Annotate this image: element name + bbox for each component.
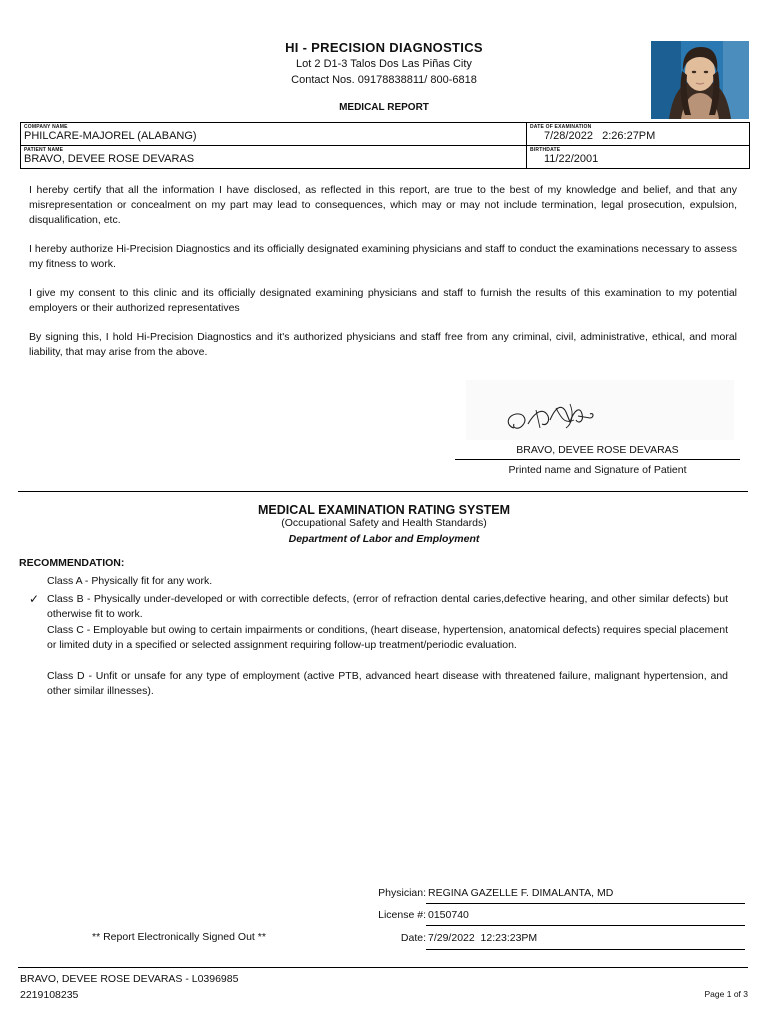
license-value: 0150740 xyxy=(428,909,469,921)
checkmark-icon: ✓ xyxy=(29,592,40,606)
class-d: Class D - Unfit or unsafe for any type of employment (active PTB, advanced heart disease with threatened failure, malignant hypertension, and other similar illnesses). xyxy=(47,670,728,697)
consent-paragraph-3: I give my consent to this clinic and its officially designated examining physicians and staff to furnish the results of this examination to my potential employers or their authorized representatives xyxy=(29,287,737,314)
company-label: COMPANY NAME xyxy=(24,124,68,130)
birthdate-cell xyxy=(527,146,750,169)
physician-label: Physician: xyxy=(378,887,426,899)
rating-department: Department of Labor and Employment xyxy=(288,533,480,545)
section-divider xyxy=(18,491,748,492)
class-c: Class C - Employable but owing to certain impairments or conditions, (heart disease, hypertension, anatomical defects) requires special placement or limited duty in a specified or selected assignment requiring follow-up treatment/periodic evaluation. xyxy=(47,624,728,651)
patient-name-value: BRAVO, DEVEE ROSE DEVARAS xyxy=(24,153,195,165)
clinic-name: HI - PRECISION DIAGNOSTICS xyxy=(285,40,483,55)
signature-line xyxy=(455,459,740,460)
signature-image xyxy=(466,380,734,440)
rating-subtitle: (Occupational Safety and Health Standards) xyxy=(281,517,487,529)
clinic-contact: Contact Nos. 09178838811/ 800-6818 xyxy=(291,74,477,86)
patient-photo xyxy=(651,41,749,119)
physician-line xyxy=(426,903,745,904)
license-label: License #: xyxy=(378,909,426,921)
company-value: PHILCARE-MAJOREL (ALABANG) xyxy=(24,130,197,142)
consent-paragraph-2: I hereby authorize Hi-Precision Diagnostics and its officially designated examining physicians and staff to conduct the examinations necessary to assess my fitness to work. xyxy=(29,243,737,270)
signature-caption: Printed name and Signature of Patient xyxy=(508,464,687,476)
class-b: Class B - Physically under-developed or with correctible defects, (error of refraction dental caries,defective hearing, and other similar defects) but otherwise fit to work. xyxy=(47,593,728,620)
exam-date-value: 7/28/2022 2:26:27PM xyxy=(544,130,656,142)
birthdate-value: 11/22/2001 xyxy=(544,153,599,165)
footer-record-id: 2219108235 xyxy=(20,989,79,1001)
license-line xyxy=(426,925,745,926)
birthdate-label: BIRTHDATE xyxy=(530,147,561,153)
exam-date-label: DATE OF EXAMINATION xyxy=(530,124,592,130)
date-line xyxy=(426,949,745,950)
date-label: Date: xyxy=(400,932,426,944)
physician-value: REGINA GAZELLE F. DIMALANTA, MD xyxy=(428,887,614,899)
patient-printed-name: BRAVO, DEVEE ROSE DEVARAS xyxy=(516,444,679,456)
patient-name-cell xyxy=(21,146,527,169)
footer-divider xyxy=(18,967,748,968)
patient-info-table xyxy=(20,122,750,169)
clinic-address: Lot 2 D1-3 Talos Dos Las Piñas City xyxy=(296,58,472,70)
company-cell xyxy=(21,123,527,146)
date-value: 7/29/2022 12:23:23PM xyxy=(428,932,538,944)
consent-paragraph-4: By signing this, I hold Hi-Precision Diagnostics and it's authorized physicians and staff free from any criminal, civil, administrative, ethical, and moral liability, that may arise from the above. xyxy=(29,331,737,358)
patient-photo-drawing xyxy=(651,41,749,119)
class-a: Class A - Physically fit for any work. xyxy=(47,575,213,587)
rating-title: MEDICAL EXAMINATION RATING SYSTEM xyxy=(257,503,511,517)
patient-name-label: PATIENT NAME xyxy=(24,147,64,153)
consent-paragraph-1: I hereby certify that all the information I have disclosed, as reflected in this report, are true to the best of my knowledge and belief, and that any misrepresentation or concealment on my part may lead to consequences, which may or may not include termination, legal prosecution, expulsion, disqualification, etc. xyxy=(29,184,737,226)
footer-patient-ref: BRAVO, DEVEE ROSE DEVARAS - L0396985 xyxy=(20,973,239,985)
page-number: Page 1 of 3 xyxy=(704,989,748,999)
handwritten-signature xyxy=(466,380,734,440)
report-title: MEDICAL REPORT xyxy=(339,102,429,113)
recommendation-label: RECOMMENDATION: xyxy=(19,557,125,569)
exam-date-cell xyxy=(527,123,750,146)
signed-out-note: ** Report Electronically Signed Out ** xyxy=(92,931,266,943)
